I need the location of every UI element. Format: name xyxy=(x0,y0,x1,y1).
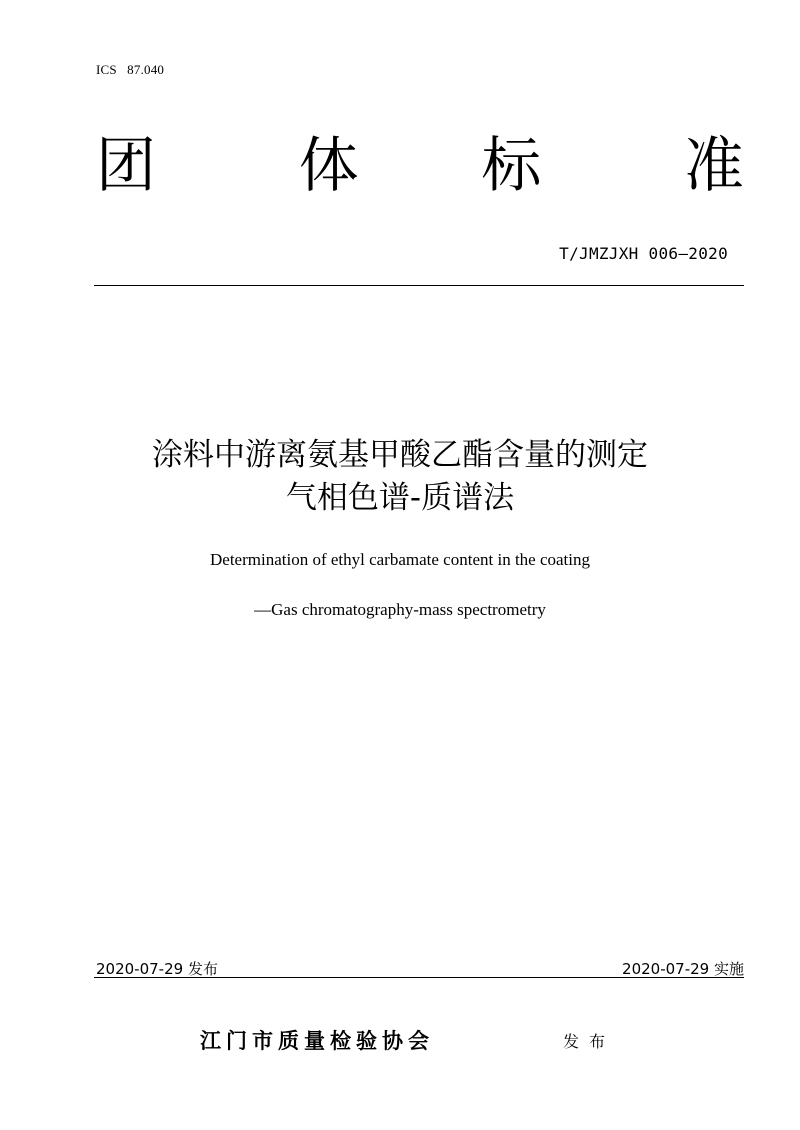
title-char-1: 团 xyxy=(96,131,156,201)
implementation-date: 2020-07-29 实施 xyxy=(622,960,744,978)
title-char-3: 标 xyxy=(481,131,542,201)
standard-number: T/JMZJXH 006—2020 xyxy=(559,244,728,263)
english-title-line-2: —Gas chromatography-mass spectrometry xyxy=(254,600,546,619)
top-divider xyxy=(94,285,744,286)
english-title-line-1: Determination of ethyl carbamate content in the coating xyxy=(210,550,590,569)
title-char-4: 准 xyxy=(683,131,744,201)
document-type-title xyxy=(96,128,744,204)
publish-label: 发布 xyxy=(563,1032,616,1051)
chinese-title-line-1: 涂料中游离氨基甲酸乙酯含量的测定 xyxy=(152,437,648,473)
chinese-title-line-2: 气相色谱-质谱法 xyxy=(285,480,515,516)
ics-code: ICS 87.040 xyxy=(96,62,165,77)
publisher-name: 江门市质量检验协会 xyxy=(200,1028,434,1053)
bottom-divider xyxy=(94,977,744,978)
issue-date: 2020-07-29 发布 xyxy=(96,960,218,978)
title-char-2: 体 xyxy=(298,131,359,201)
